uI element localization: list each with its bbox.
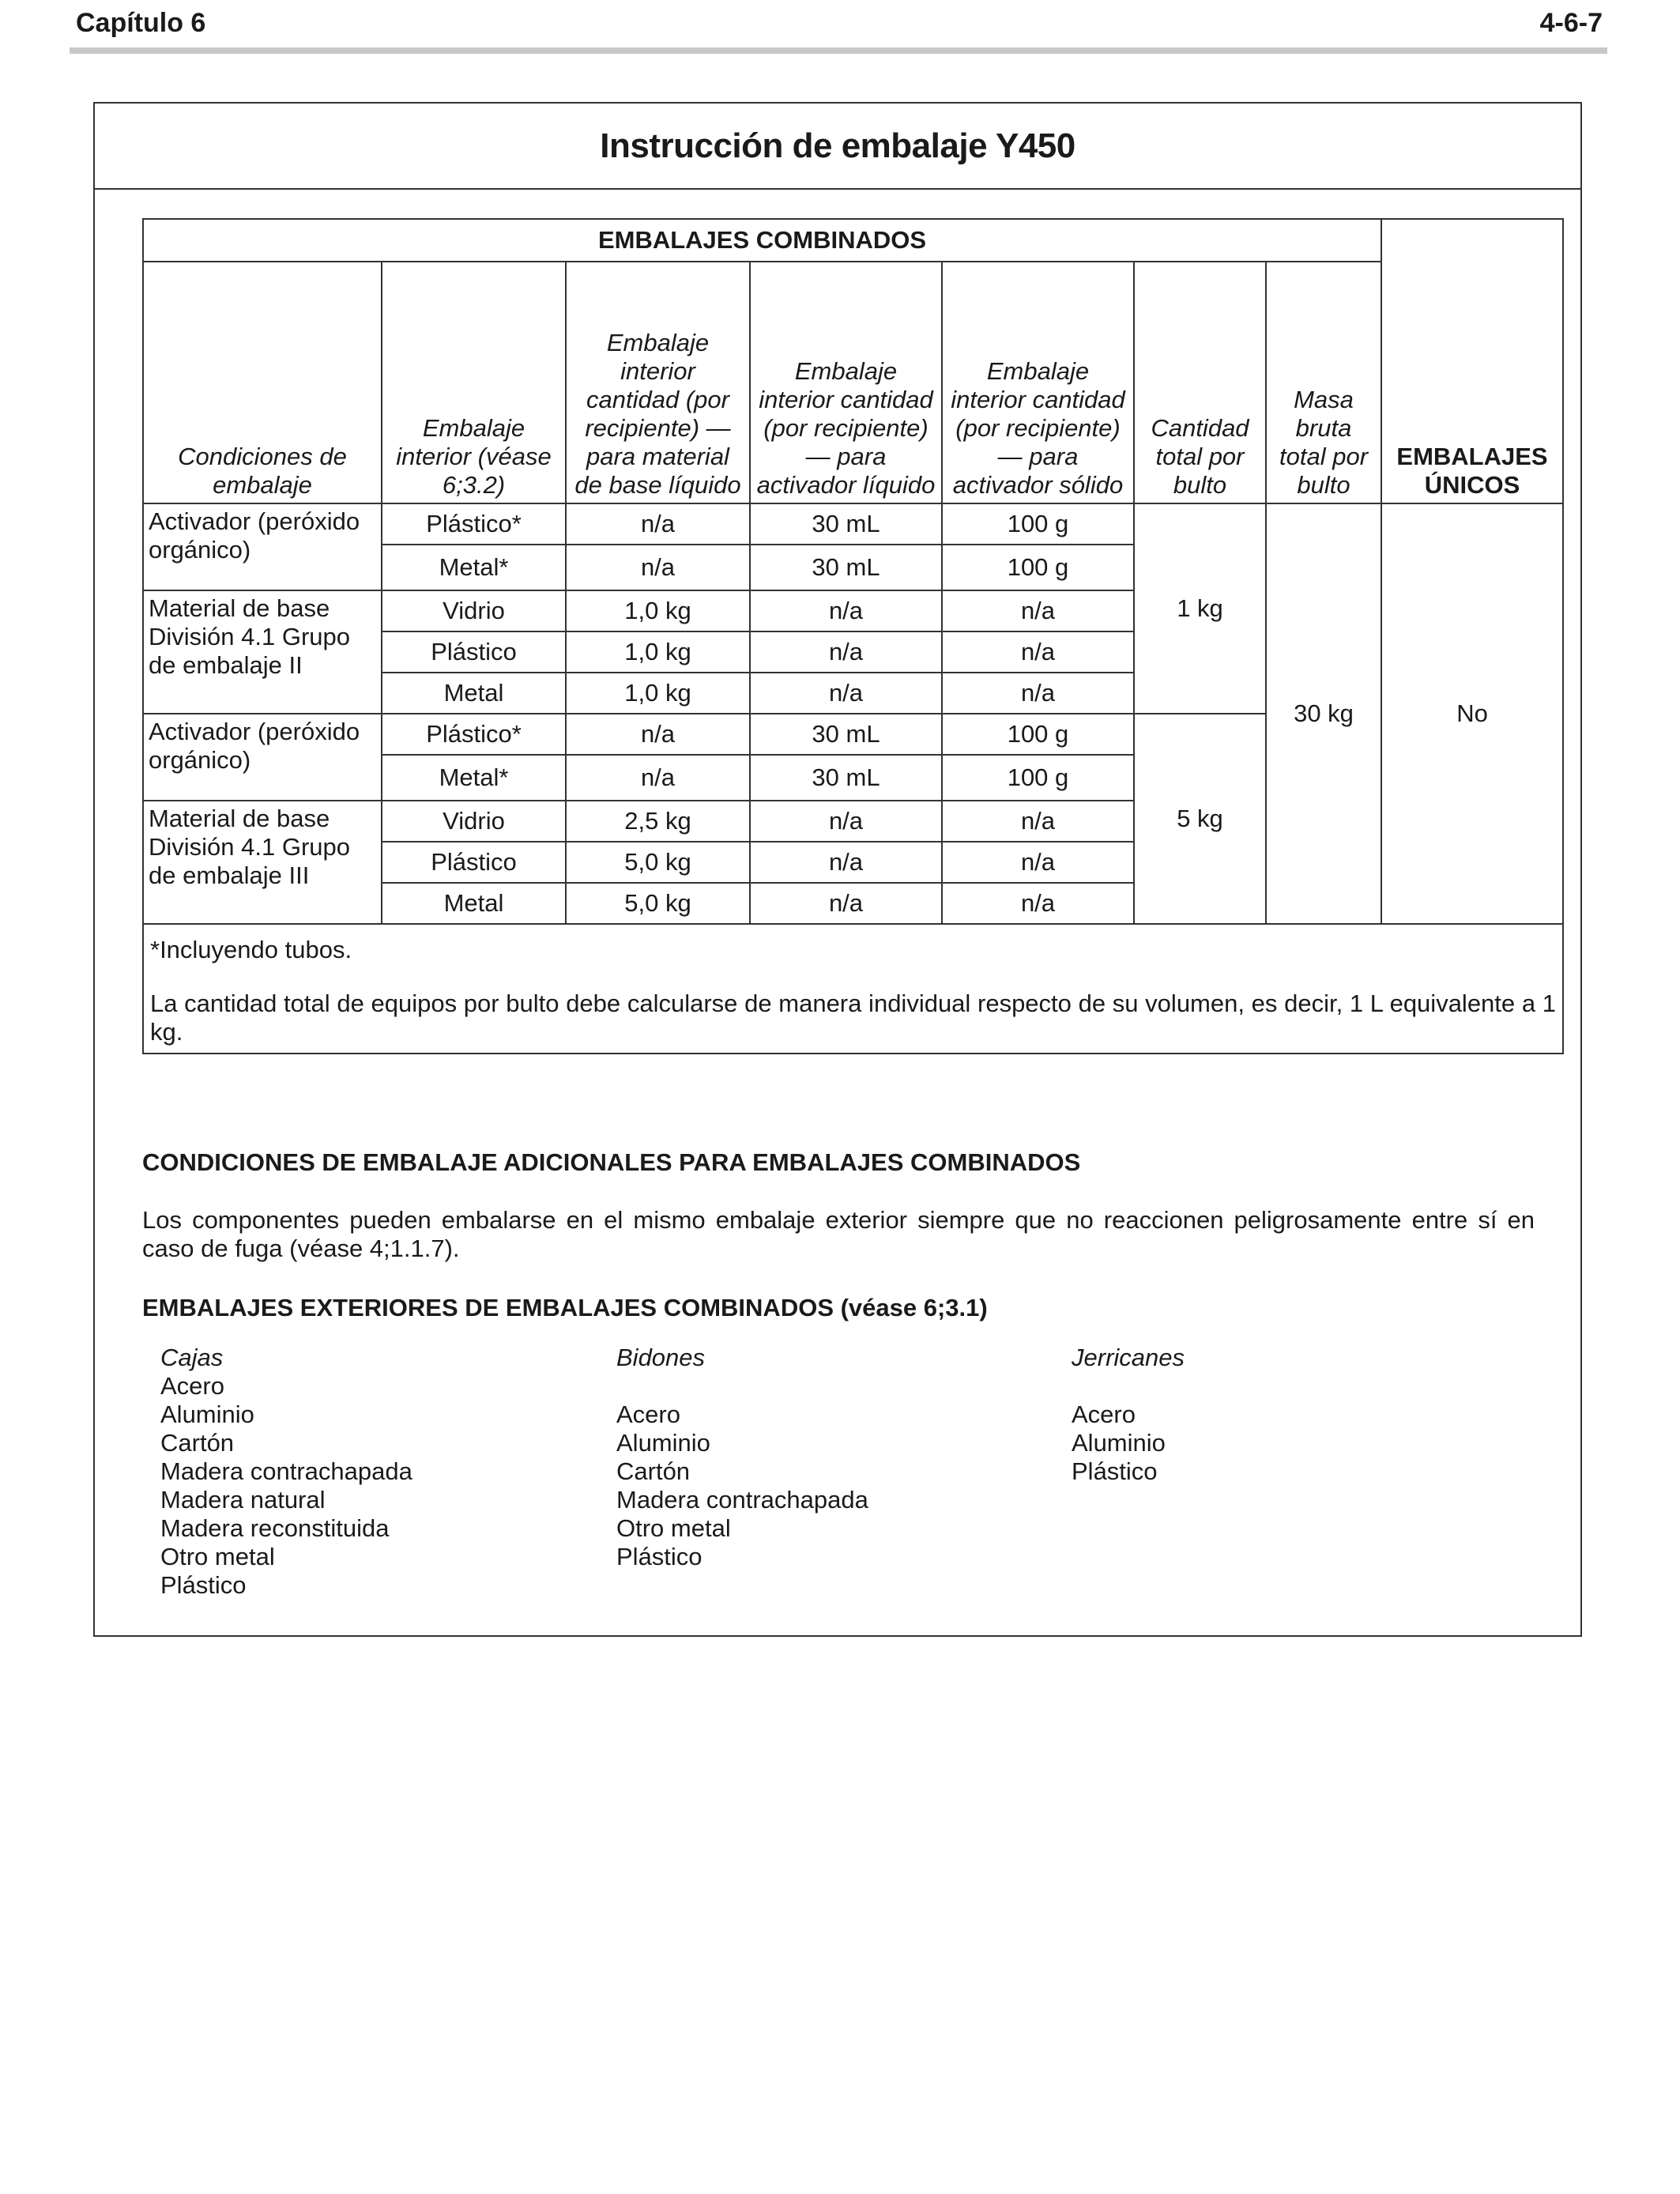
inner-packaging-cell: Vidrio [382,590,566,631]
col-header-total-quantity: Cantidad total por bulto [1134,262,1266,503]
list-item: Cartón [616,1457,691,1485]
outer-column-jerricans [1072,1344,1185,1486]
activator-solid-cell: 100 g [942,714,1134,755]
activator-solid-cell: n/a [942,590,1134,631]
inner-packaging-cell: Metal [382,883,566,924]
inner-packaging-cell: Metal* [382,545,566,590]
activator-solid-cell: n/a [942,883,1134,924]
condition-cell: Material de base División 4.1 Grupo de embalaje III [143,801,382,924]
col-header-base-liquid: Embalaje interior cantidad (por recipiente) — para material de base líquido [566,262,750,503]
activator-solid-cell: n/a [942,673,1134,714]
column-title: Bidones [616,1344,706,1371]
col-header-inner-packaging: Embalaje interior (véase 6;3.2) [382,262,566,503]
activator-liquid-cell: n/a [750,631,942,673]
inner-packaging-cell: Plástico [382,842,566,883]
table-row [143,503,1563,545]
list-item: Cartón [160,1429,235,1457]
activator-solid-cell: n/a [942,801,1134,842]
activator-solid-cell: 100 g [942,545,1134,590]
col-header-activator-solid: Embalaje interior cantidad (por recipiente) — para activador sólido [942,262,1134,503]
column-title: Cajas [160,1344,224,1371]
base-liquid-cell: n/a [566,714,750,755]
total-quantity-cell: 1 kg [1134,503,1266,714]
base-liquid-cell: 1,0 kg [566,590,750,631]
list-item: Acero [1072,1400,1136,1428]
list-item: Aluminio [616,1429,710,1457]
outer-column-drums [616,1344,868,1571]
activator-solid-cell: 100 g [942,755,1134,801]
page-reference: 4-6-7 [1539,8,1603,38]
outer-packaging-heading: EMBALAJES EXTERIORES DE EMBALAJES COMBINADOS (véase 6;3.1) [142,1294,988,1321]
list-item: Madera reconstituida [160,1514,390,1542]
list-item: Plástico [160,1571,247,1599]
condition-cell: Activador (peróxido orgánico) [143,714,382,801]
list-item: Aluminio [1072,1429,1166,1457]
inner-packaging-cell: Vidrio [382,801,566,842]
base-liquid-cell: n/a [566,503,750,545]
activator-liquid-cell: 30 mL [750,503,942,545]
activator-solid-cell: n/a [942,631,1134,673]
list-item: Otro metal [616,1514,731,1542]
total-quantity-cell: 5 kg [1134,714,1266,924]
list-item: Acero [160,1372,224,1400]
column-title: Jerricanes [1072,1344,1185,1371]
inner-packaging-cell: Metal [382,673,566,714]
base-liquid-cell: 2,5 kg [566,801,750,842]
base-liquid-cell: 5,0 kg [566,883,750,924]
additional-conditions-heading: CONDICIONES DE EMBALAJE ADICIONALES PARA EMBALAJES COMBINADOS [142,1148,1081,1176]
inner-packaging-cell: Metal* [382,755,566,801]
additional-conditions-text: Los componentes pueden embalarse en el mismo embalaje exterior siempre que no reaccionen peligrosamente entre sí en caso de fuga (véase 4;1.1.7). [142,1206,1535,1262]
list-item: Plástico [1072,1457,1158,1485]
footnote-total-quantity: La cantidad total de equipos por bulto debe calcularse de manera individual respecto de su volumen, es decir, 1 L equivalente a 1 kg. [150,990,1557,1046]
list-item: Madera natural [160,1486,326,1514]
header-rule [70,47,1607,54]
activator-liquid-cell: n/a [750,883,942,924]
activator-solid-cell: n/a [942,842,1134,883]
running-header [70,5,1607,44]
base-liquid-cell: 5,0 kg [566,842,750,883]
single-packaging-header: EMBALAJES ÚNICOS [1381,219,1563,503]
list-item: Madera contrachapada [616,1486,868,1514]
base-liquid-cell: 1,0 kg [566,673,750,714]
inner-packaging-cell: Plástico* [382,714,566,755]
list-item: Otro metal [160,1543,275,1570]
activator-liquid-cell: n/a [750,842,942,883]
table-notes [143,924,1563,1054]
single-packaging-cell: No [1381,503,1563,924]
page-title: Instrucción de embalaje Y450 [95,104,1580,190]
list-item: Madera contrachapada [160,1457,412,1485]
gross-mass-cell: 30 kg [1266,503,1381,924]
base-liquid-cell: n/a [566,545,750,590]
packing-table [142,218,1564,1054]
list-item: Acero [616,1400,680,1428]
list-item: Aluminio [160,1400,254,1428]
footnote-tubes: *Incluyendo tubos. [150,936,352,963]
activator-liquid-cell: n/a [750,801,942,842]
outer-column-boxes [160,1344,412,1600]
inner-packaging-cell: Plástico [382,631,566,673]
list-item: Plástico [616,1543,703,1570]
activator-liquid-cell: 30 mL [750,755,942,801]
activator-liquid-cell: n/a [750,673,942,714]
activator-solid-cell: 100 g [942,503,1134,545]
base-liquid-cell: 1,0 kg [566,631,750,673]
condition-cell: Activador (peróxido orgánico) [143,503,382,590]
col-header-activator-liquid: Embalaje interior cantidad (por recipiente) — para activador líquido [750,262,942,503]
activator-liquid-cell: 30 mL [750,545,942,590]
base-liquid-cell: n/a [566,755,750,801]
chapter-label: Capítulo 6 [76,8,206,38]
col-header-gross-mass: Masa bruta total por bulto [1266,262,1381,503]
inner-packaging-cell: Plástico* [382,503,566,545]
activator-liquid-cell: n/a [750,590,942,631]
activator-liquid-cell: 30 mL [750,714,942,755]
col-header-conditions: Condiciones de embalaje [143,262,382,503]
condition-cell: Material de base División 4.1 Grupo de embalaje II [143,590,382,714]
combined-packaging-header: EMBALAJES COMBINADOS [143,219,1381,262]
